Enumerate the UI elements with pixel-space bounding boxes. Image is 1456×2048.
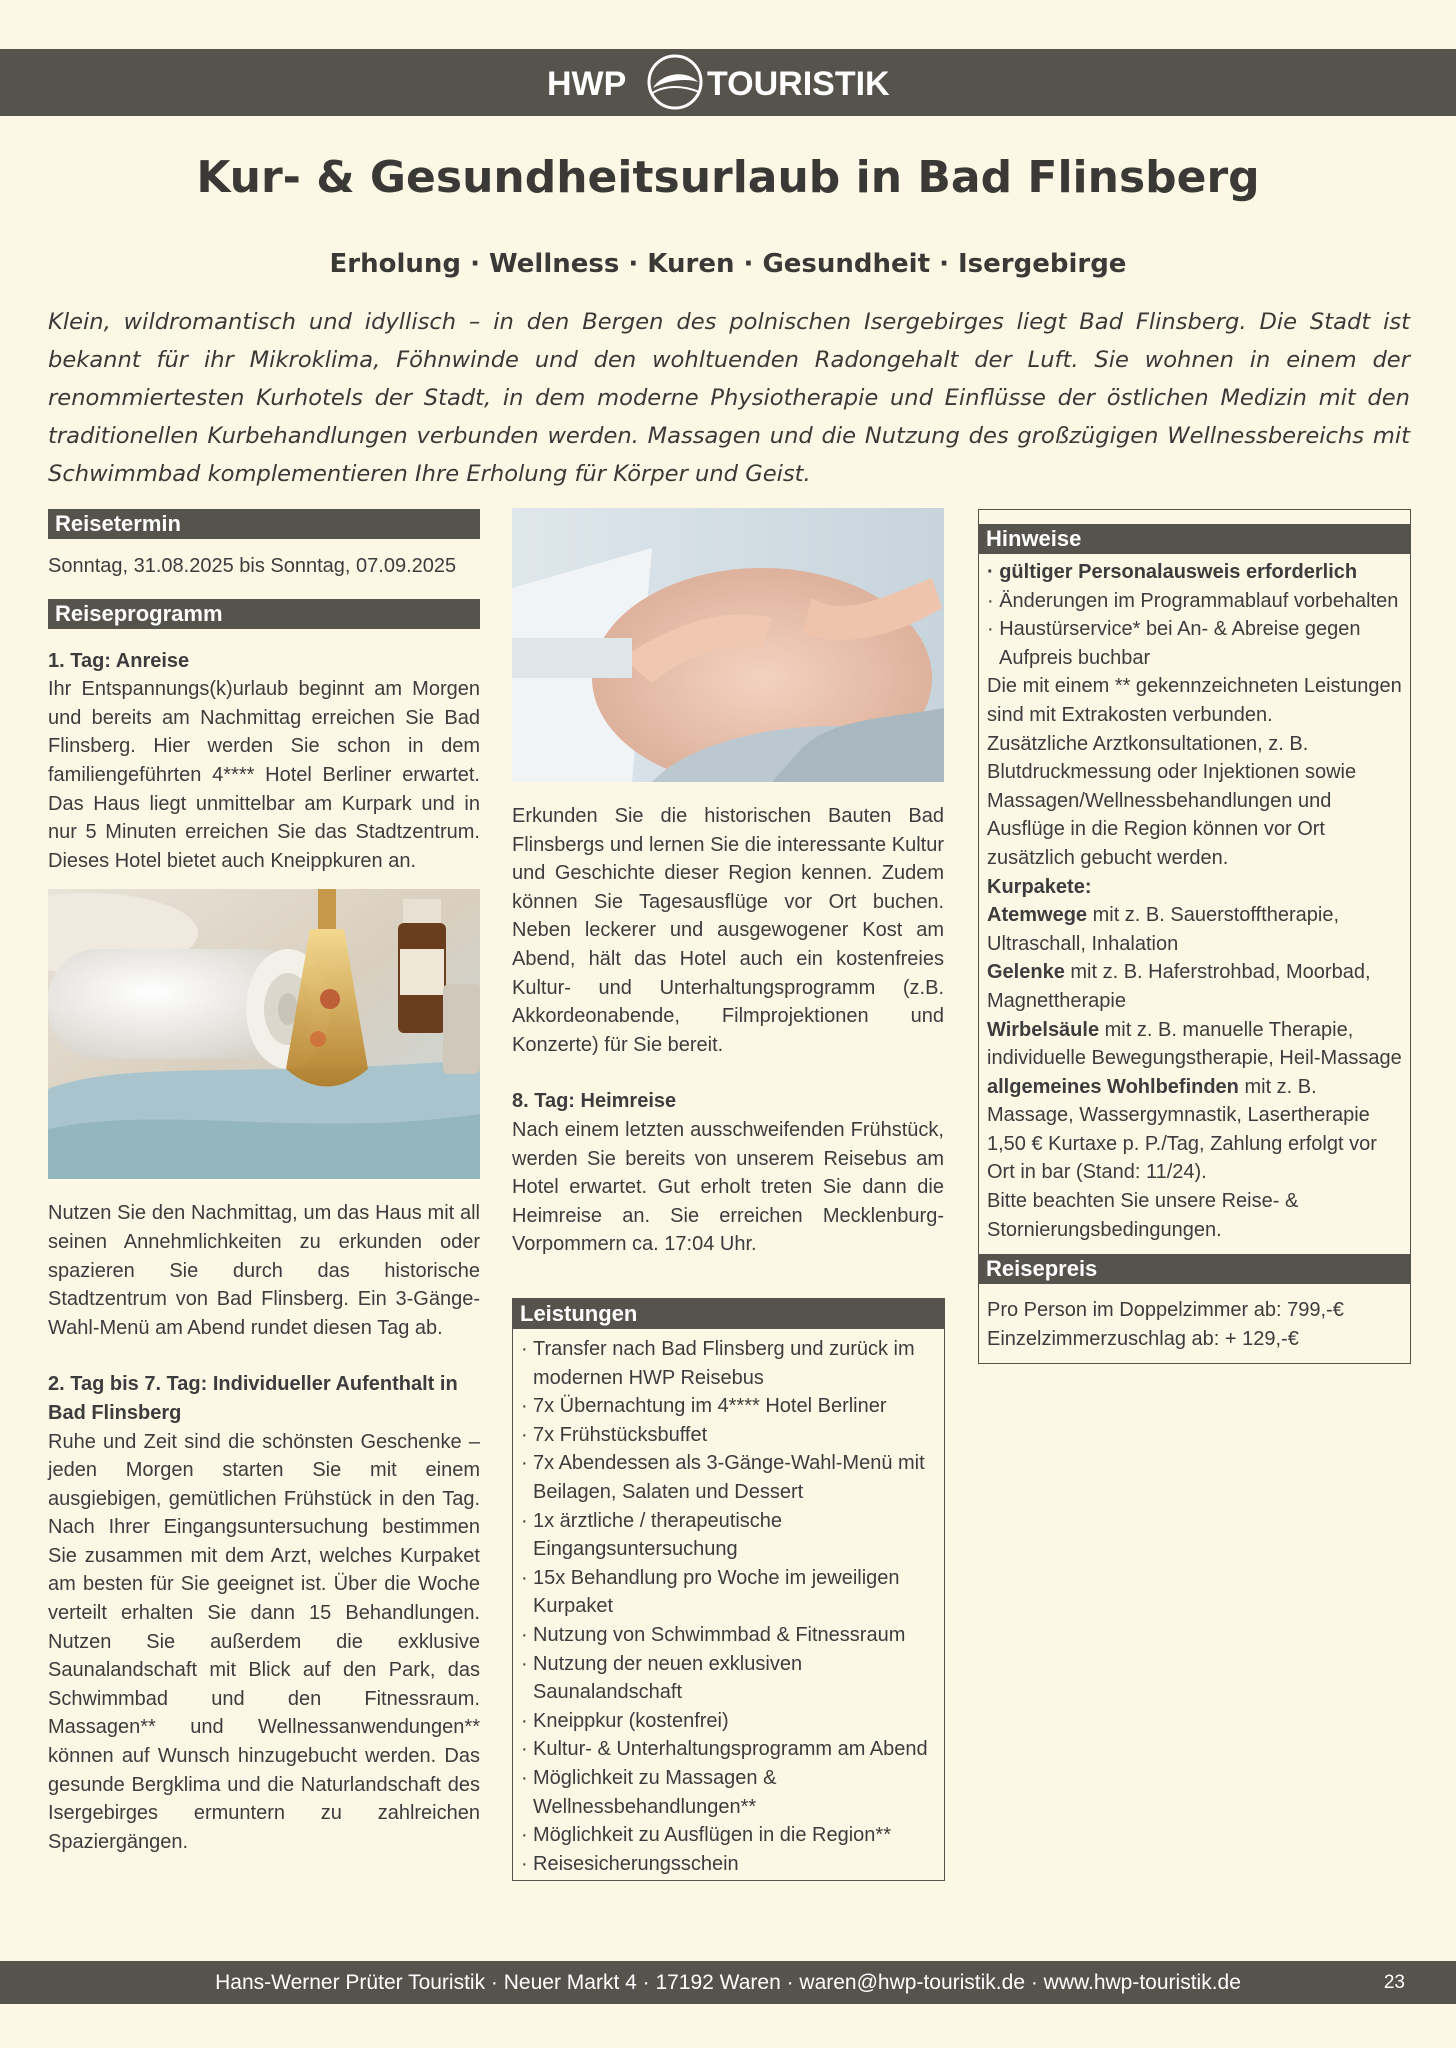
leistungen-item: · Möglichkeit zu Ausflügen in die Region**	[521, 1821, 936, 1850]
day8-title: 8. Tag: Heimreise	[512, 1090, 677, 1113]
preis-doppelzimmer: Pro Person im Doppelzimmer ab: 799,-€	[987, 1299, 1344, 1322]
hinweis-item: · Änderungen im Programmablauf vorbehalten	[987, 589, 1399, 612]
day1-text-continued: Nutzen Sie den Nachmittag, um das Haus mit all seinen Annehmlichkeiten zu erkunden oder spazieren Sie durch das historische Stadtzentrum von Bad Flinsberg. Ein 3-Gänge-Wahl-Menü am Abend rundet diesen Tag ab.	[48, 1202, 480, 1339]
towel-oil-bottles-photo	[48, 889, 480, 1179]
kurpaket-wohlbefinden: allgemeines Wohlbefinden mit z. B. Massage, Wassergymnastik, Lasertherapie	[987, 1075, 1370, 1127]
bedingungen-link[interactable]: Bitte beachten Sie unsere Reise- & Stornierungsbedingungen.	[987, 1190, 1299, 1241]
footer-contact: Hans-Werner Prüter Touristik · Neuer Markt 4 · 17192 Waren · waren@hwp-touristik.de · www.hwp-touristik.de	[215, 1971, 1241, 1994]
leistungen-heading: Leistungen	[513, 1299, 944, 1329]
day1-text: Ihr Entspannungs(k)urlaub beginnt am Morgen und bereits am Nachmittag erreichen Sie Bad Flinsberg. Hier werden Sie schon in dem familiengeführten 4**** Hotel Berliner erwartet. Das Haus liegt unmittelbar am Kurpark und in nur 5 Minuten erreichen Sie das Stadtzentrum. Dieses Hotel bietet auch Kneippkuren an.	[48, 678, 480, 872]
reiseprogramm-heading: Reiseprogramm	[48, 599, 480, 629]
day1-title: 1. Tag: Anreise	[48, 649, 190, 672]
leistungen-item: · Kneippkur (kostenfrei)	[521, 1707, 936, 1736]
hinweise-box	[978, 509, 1411, 1364]
reisetermin-text: Sonntag, 31.08.2025 bis Sonntag, 07.09.2025	[48, 555, 457, 577]
leistungen-item: · Nutzung von Schwimmbad & Fitnessraum	[521, 1621, 936, 1650]
hinweis-item: · gültiger Personalausweis erforderlich	[987, 561, 1358, 583]
middle-column	[512, 508, 944, 1259]
back-massage-photo	[512, 508, 944, 782]
leistungen-item: · 7x Übernachtung im 4**** Hotel Berliner	[521, 1392, 936, 1421]
extrakosten-note: Die mit einem ** gekennzeichneten Leistungen sind mit Extrakosten verbunden.	[987, 675, 1402, 726]
day8-text: Nach einem letzten ausschweifenden Frühstück, werden Sie bereits von unserem Reisebus am Hotel erwartet. Gut erholt treten Sie dann die Heimreise an. Sie erreichen Mecklenburg-Vorpommern ca. 17:04 Uhr.	[512, 1118, 944, 1256]
leistungen-item: · 7x Abendessen als 3-Gänge-Wahl-Menü mit Beilagen, Salaten und Dessert	[521, 1449, 936, 1506]
arztkonsultation-note: Zusätzliche Arztkonsultationen, z. B. Blutdruckmessung oder Injektionen sowie Massagen/Wellnessbehandlungen und Ausflüge in die Region können vor Ort zusätzlich gebucht werden.	[987, 732, 1357, 869]
hinweise-heading: Hinweise	[979, 524, 1410, 554]
footer-bar	[0, 1961, 1456, 2004]
left-column	[48, 509, 480, 1856]
leistungen-item: · 1x ärztliche / therapeutische Eingangsuntersuchung	[521, 1507, 936, 1564]
kurpaket-gelenke: Gelenke mit z. B. Haferstrohbad, Moorbad, Magnettherapie	[987, 961, 1371, 1012]
leistungen-item: · Reisesicherungsschein	[521, 1850, 936, 1879]
leistungen-item: · Transfer nach Bad Flinsberg und zurück im modernen HWP Reisebus	[521, 1335, 936, 1392]
kurpaket-atemwege: Atemwege mit z. B. Sauerstofftherapie, Ultraschall, Inhalation	[987, 904, 1340, 955]
hinweise-body	[979, 554, 1410, 1250]
leistungen-item: · 15x Behandlung pro Woche im jeweiligen Kurpaket	[521, 1564, 936, 1621]
day2-text: Ruhe und Zeit sind die schönsten Geschenke – jeden Morgen starten Sie mit einem ausgiebigen, gemütlichen Frühstück in den Tag. Nach Ihrer Eingangsuntersuchung bestimmen Sie zusammen mit dem Arzt, welches Kurpaket am besten für Sie geeignet ist. Über die Woche verteilt erhalten Sie dann 15 Behandlungen. Nutzen Sie außerdem die exklusive Saunalandschaft mit Blick auf den Park, das Schwimmbad und den Fitnessraum. Massagen** und Wellnessanwendungen** können auf Wunsch hinzugebucht werden. Das gesunde Bergklima und die Naturlandschaft des Isergebirges ermuntern zu zahlreichen Spaziergängen.	[48, 1430, 480, 1853]
page-title: Kur- & Gesundheitsurlaub in Bad Flinsberg	[196, 152, 1260, 203]
leistungen-item: · Nutzung der neuen exklusiven Saunalandschaft	[521, 1650, 936, 1707]
kurpakete-label: Kurpakete:	[987, 875, 1092, 898]
reisepreis-heading: Reisepreis	[979, 1254, 1410, 1284]
kurpaket-wirbelsaeule: Wirbelsäule mit z. B. manuelle Therapie, individuelle Bewegungstherapie, Heil-Massage	[987, 1018, 1402, 1070]
leistungen-item: · Möglichkeit zu Massagen & Wellnessbehandlungen**	[521, 1764, 936, 1821]
hwp-touristik-logo	[547, 52, 909, 112]
page-subtitle: Erholung · Wellness · Kuren · Gesundheit · Isergebirge	[329, 249, 1127, 279]
intro-text: Klein, wildromantisch und idyllisch – in den Bergen des polnischen Isergebirges liegt Bad Flinsberg. Die Stadt ist bekannt für ihr Mikroklima, Föhnwinde und den wohltuenden Radongehalt der Luft. Sie wohnen in einem der renommiertesten Kurhotels der Stadt, in dem moderne Physiotherapie und Einflüsse der östlichen Medizin mit den traditionellen Kurbehandlungen verbunden werden. Massagen und die Nutzung des großzügigen Wellnessbereichs mit Schwimmbad komplementieren Ihre Erholung für Körper und Geist.	[48, 309, 1410, 487]
hinweis-item: · Haustürservice* bei An- & Abreise gegen Aufpreis buchbar	[987, 618, 1361, 669]
preis-einzelzimmer: Einzelzimmerzuschlag ab: + 129,-€	[987, 1327, 1299, 1350]
reisetermin-heading: Reisetermin	[48, 509, 480, 539]
logo-text-left: HWP	[547, 65, 627, 103]
leistungen-list	[513, 1329, 944, 1880]
leistungen-box	[512, 1298, 945, 1881]
logo-text-right: TOURISTIK	[707, 65, 890, 103]
reisepreis-body	[979, 1284, 1410, 1363]
kurtaxe-note: 1,50 € Kurtaxe p. P./Tag, Zahlung erfolgt vor Ort in bar (Stand: 11/24).	[987, 1132, 1377, 1184]
leistungen-item: · Kultur- & Unterhaltungsprogramm am Abend	[521, 1735, 936, 1764]
page-number: 23	[1383, 1972, 1405, 1993]
logo-emblem-icon	[649, 56, 701, 108]
leistungen-item: · 7x Frühstücksbuffet	[521, 1421, 936, 1450]
day2-title: 2. Tag bis 7. Tag: Individueller Aufenthalt in Bad Flinsberg	[48, 1373, 458, 1424]
middle-text: Erkunden Sie die historischen Bauten Bad Flinsbergs und lernen Sie die interessante Kultur und Geschichte dieser Region kennen. Zudem können Sie Tagesausflüge vor Ort buchen. Neben leckerer und ausgewogener Kost am Abend, hält das Hotel auch ein kostenfreies Kultur- und Unterhaltungsprogramm (z.B. Akkordeonabende, Filmprojektionen und Konzerte) für Sie bereit.	[512, 805, 944, 1056]
